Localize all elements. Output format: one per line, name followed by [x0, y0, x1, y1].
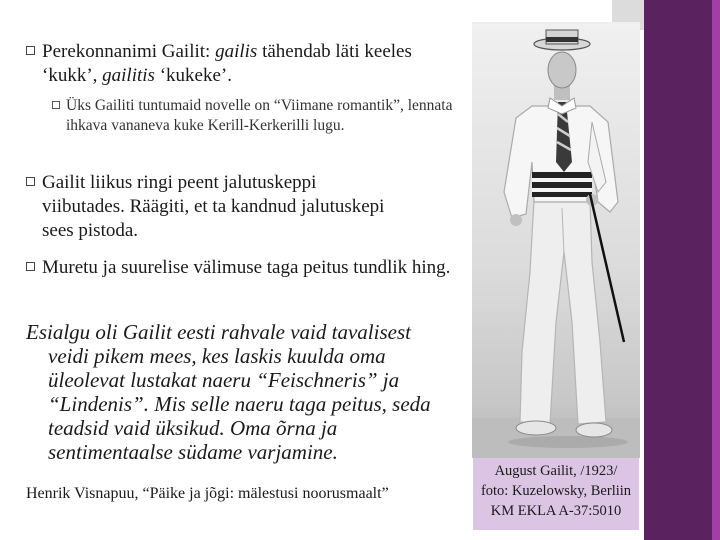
bullet-surname — [26, 40, 456, 88]
quote-block — [26, 320, 466, 464]
bullet-square-icon — [26, 262, 35, 271]
portrait-photo — [472, 22, 640, 458]
bullet-soul-text: Muretu ja suurelise välimuse taga peitus tundlik hing. — [42, 257, 451, 278]
decor-bar-violet — [712, 0, 720, 540]
sub-bullet-novel — [52, 96, 456, 136]
quote-source: Henrik Visnapuu, “Päike ja jõgi: mälestusi noorusmaalt” — [26, 485, 389, 502]
photo-caption — [473, 458, 639, 530]
quote-line: Esialgu oli Gailit eesti rahvale vaid tavalisest — [26, 320, 411, 344]
quote-line: “Lindenis”. Mis selle naeru taga peitus, seda — [48, 392, 431, 416]
bullet-square-icon — [52, 101, 60, 109]
bullet-surname-text: Perekonnanimi Gailit: gailis tähendab läti keeles ‘kukk’, gailitis ‘kukeke’. — [42, 41, 412, 86]
caption-line: KM EKLA A-37:5010 — [490, 503, 622, 519]
quote-line: teadsid vaid üksikud. Oma õrna ja — [48, 416, 338, 440]
bullet-walking-stick — [26, 171, 398, 243]
caption-line: August Gailit, /1923/ — [494, 463, 618, 479]
bullet-soul — [26, 256, 456, 280]
decor-bar-purple — [644, 0, 720, 540]
bullet-square-icon — [26, 46, 35, 55]
caption-line: foto: Kuzelowsky, Berliin — [480, 483, 632, 499]
quote-line: veidi pikem mees, kes laskis kuulda oma — [48, 344, 386, 368]
quote-line: sentimentaalse südame varjamine. — [48, 440, 338, 464]
bullet-square-icon — [26, 177, 35, 186]
bullet-walking-stick-text: Gailit liikus ringi peent jalutuskeppi viibutades. Räägiti, et ta kandnud jalutuskepi sees pistoda. — [42, 172, 385, 241]
quote-line: üleolevat lustakat naeru “Feischneris” ja — [48, 368, 400, 392]
sub-bullet-novel-text: Üks Gailiti tuntumaid novelle on “Viimane romantik”, lennata ihkava vananeva kuke Kerill-Kerkerilli lugu. — [66, 97, 453, 134]
